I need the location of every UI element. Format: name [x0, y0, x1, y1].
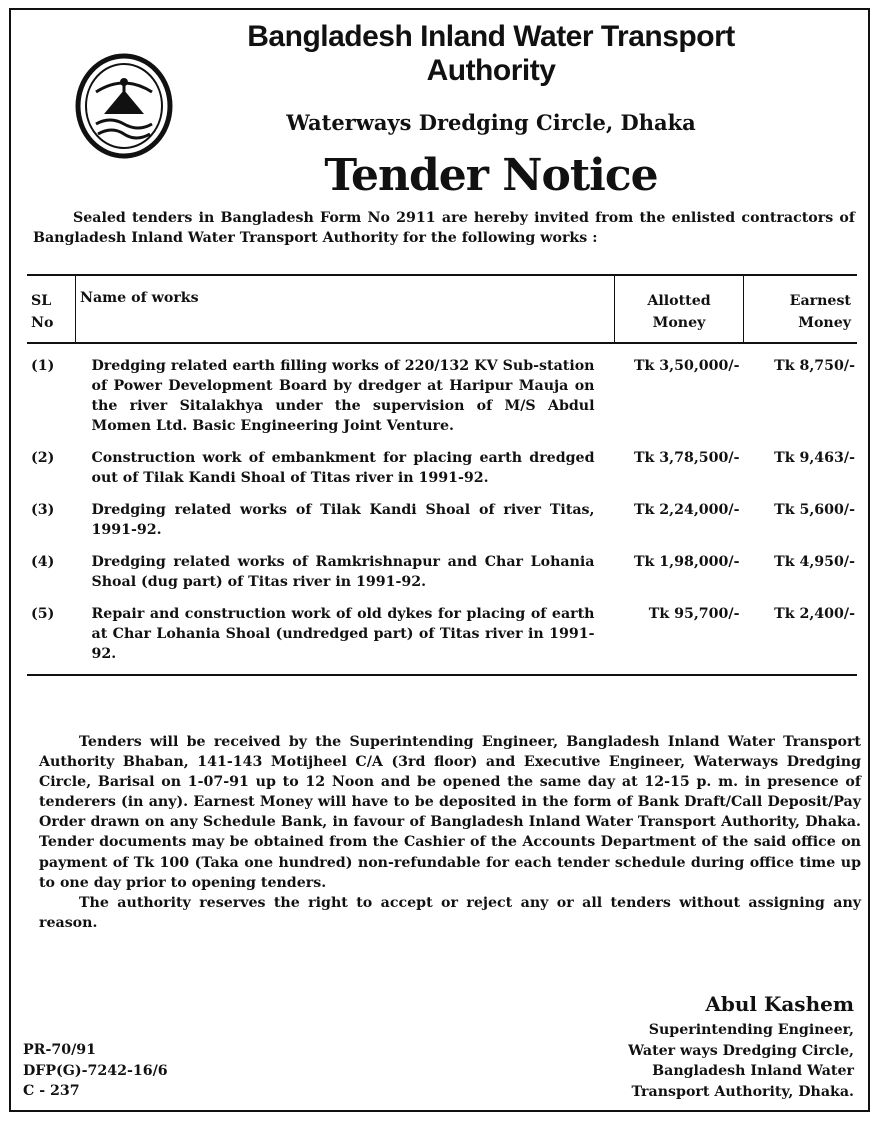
row-sl: (5) — [27, 598, 76, 675]
row-work-name: Dredging related earth filling works of 220/132 KV Sub-station of Power Development Board by dredger at Haripur Mauja on the river Sitalakhya under the supervision of M/S Abdul Momen Ltd. Basic Engineering Joint Venture. — [91, 358, 595, 434]
signatory-designation — [628, 1020, 854, 1102]
row-work-name: Dredging related works of Tilak Kandi Shoal of river Titas, 1991-92. — [91, 502, 595, 538]
header-allotted-line-1: Allotted — [647, 293, 711, 309]
organization-name-line-2: Authority — [426, 54, 556, 87]
works-table — [27, 274, 857, 676]
row-sl: (3) — [31, 502, 55, 518]
row-earnest-money: Tk 8,750/- — [774, 358, 855, 374]
header-allotted-money — [615, 275, 744, 343]
signatory-line-3: Bangladesh Inland Water — [652, 1063, 854, 1079]
header-earnest-money — [744, 275, 858, 343]
row-earnest-money: Tk 9,463/- — [774, 450, 855, 466]
organization-name — [211, 20, 771, 88]
table-row — [27, 442, 857, 494]
row-allotted-money: Tk 1,98,000/- — [633, 554, 740, 570]
intro-paragraph: Sealed tenders in Bangladesh Form No 2911 are hereby invited from the enlisted contractors of Bangladesh Inland Water Transport Authority for the following works : — [33, 210, 855, 246]
row-work-name: Dredging related works of Ramkrishnapur and Char Lohania Shoal (dug part) of Titas river in 1991-92. — [91, 554, 595, 590]
reference-dfp: DFP(G)-7242-16/6 — [23, 1062, 168, 1079]
terms-paragraph: Tenders will be received by the Superintending Engineer, Bangladesh Inland Water Transport Authority Bhaban, 141-143 Motijheel C/A (3rd floor) and Executive Engineer, Waterways Dredging Circle, Barisal on 1-07-91 up to 12 Noon and be opened the same day at 12-15 p. m. in presence of tenderers (in any). Earnest Money will have to be deposited in the form of Bank Draft/Call Deposit/Pay Order drawn on any Schedule Bank, in favour of Bangladesh Inland Water Transport Authority, Dhaka. Tender documents may be obtained from the Cashier of the Accounts Department of the said office on payment of Tk 100 (Taka one hundred) non-refundable for each tender schedule during office time up to one day prior to opening tenders. — [39, 734, 861, 891]
header-sl-line-2: No — [31, 315, 54, 331]
table-row — [27, 494, 857, 546]
table-row — [27, 546, 857, 598]
row-sl: (1) — [31, 358, 55, 374]
row-earnest-money: Tk 5,600/- — [774, 502, 855, 518]
row-allotted-money: Tk 3,50,000/- — [633, 358, 740, 374]
signatory-line-2: Water ways Dredging Circle, — [628, 1042, 854, 1059]
row-allotted-money: Tk 3,78,500/- — [633, 450, 740, 466]
reservation-paragraph: The authority reserves the right to accept or reject any or all tenders without assigning any reason. — [39, 894, 861, 931]
header-sl-no — [27, 275, 76, 343]
row-work-name: Repair and construction work of old dykes for placing of earth at Char Lohania Shoal (undredged part) of Titas river in 1991-92. — [76, 598, 615, 675]
header-name-of-works: Name of works — [76, 275, 615, 343]
tender-notice-page — [9, 8, 870, 1112]
signatory-name: Abul Kashem — [705, 992, 854, 1016]
row-sl: (4) — [31, 554, 55, 570]
biwta-emblem-icon — [74, 52, 174, 160]
header-allotted-line-2: Money — [652, 315, 706, 331]
header-earnest-line-1: Earnest — [789, 293, 851, 309]
table-row — [27, 598, 857, 675]
works-table-header — [27, 275, 857, 343]
circle-name: Waterways Dredging Circle, Dhaka — [286, 110, 696, 135]
signatory-line-1: Superintending Engineer, — [648, 1022, 854, 1038]
row-work-name: Construction work of embankment for placing earth dredged out of Tilak Kandi Shoal of Titas river in 1991-92. — [91, 450, 595, 486]
organization-name-line-1: Bangladesh Inland Water Transport — [247, 20, 735, 53]
notice-title: Tender Notice — [324, 150, 658, 201]
row-allotted-money: Tk 95,700/- — [615, 598, 744, 675]
header-earnest-line-2: Money — [798, 315, 851, 331]
reference-c: C - 237 — [23, 1083, 80, 1099]
terms-section — [39, 732, 861, 933]
row-sl: (2) — [31, 450, 55, 466]
row-earnest-money: Tk 2,400/- — [744, 598, 858, 675]
header-sl-line-1: SL — [31, 293, 52, 309]
reference-pr: PR-70/91 — [23, 1042, 97, 1058]
row-earnest-money: Tk 4,950/- — [774, 554, 855, 570]
signatory-line-4: Transport Authority, Dhaka. — [631, 1083, 854, 1100]
table-row — [27, 343, 857, 442]
reference-codes — [23, 1040, 168, 1102]
row-allotted-money: Tk 2,24,000/- — [633, 502, 740, 518]
